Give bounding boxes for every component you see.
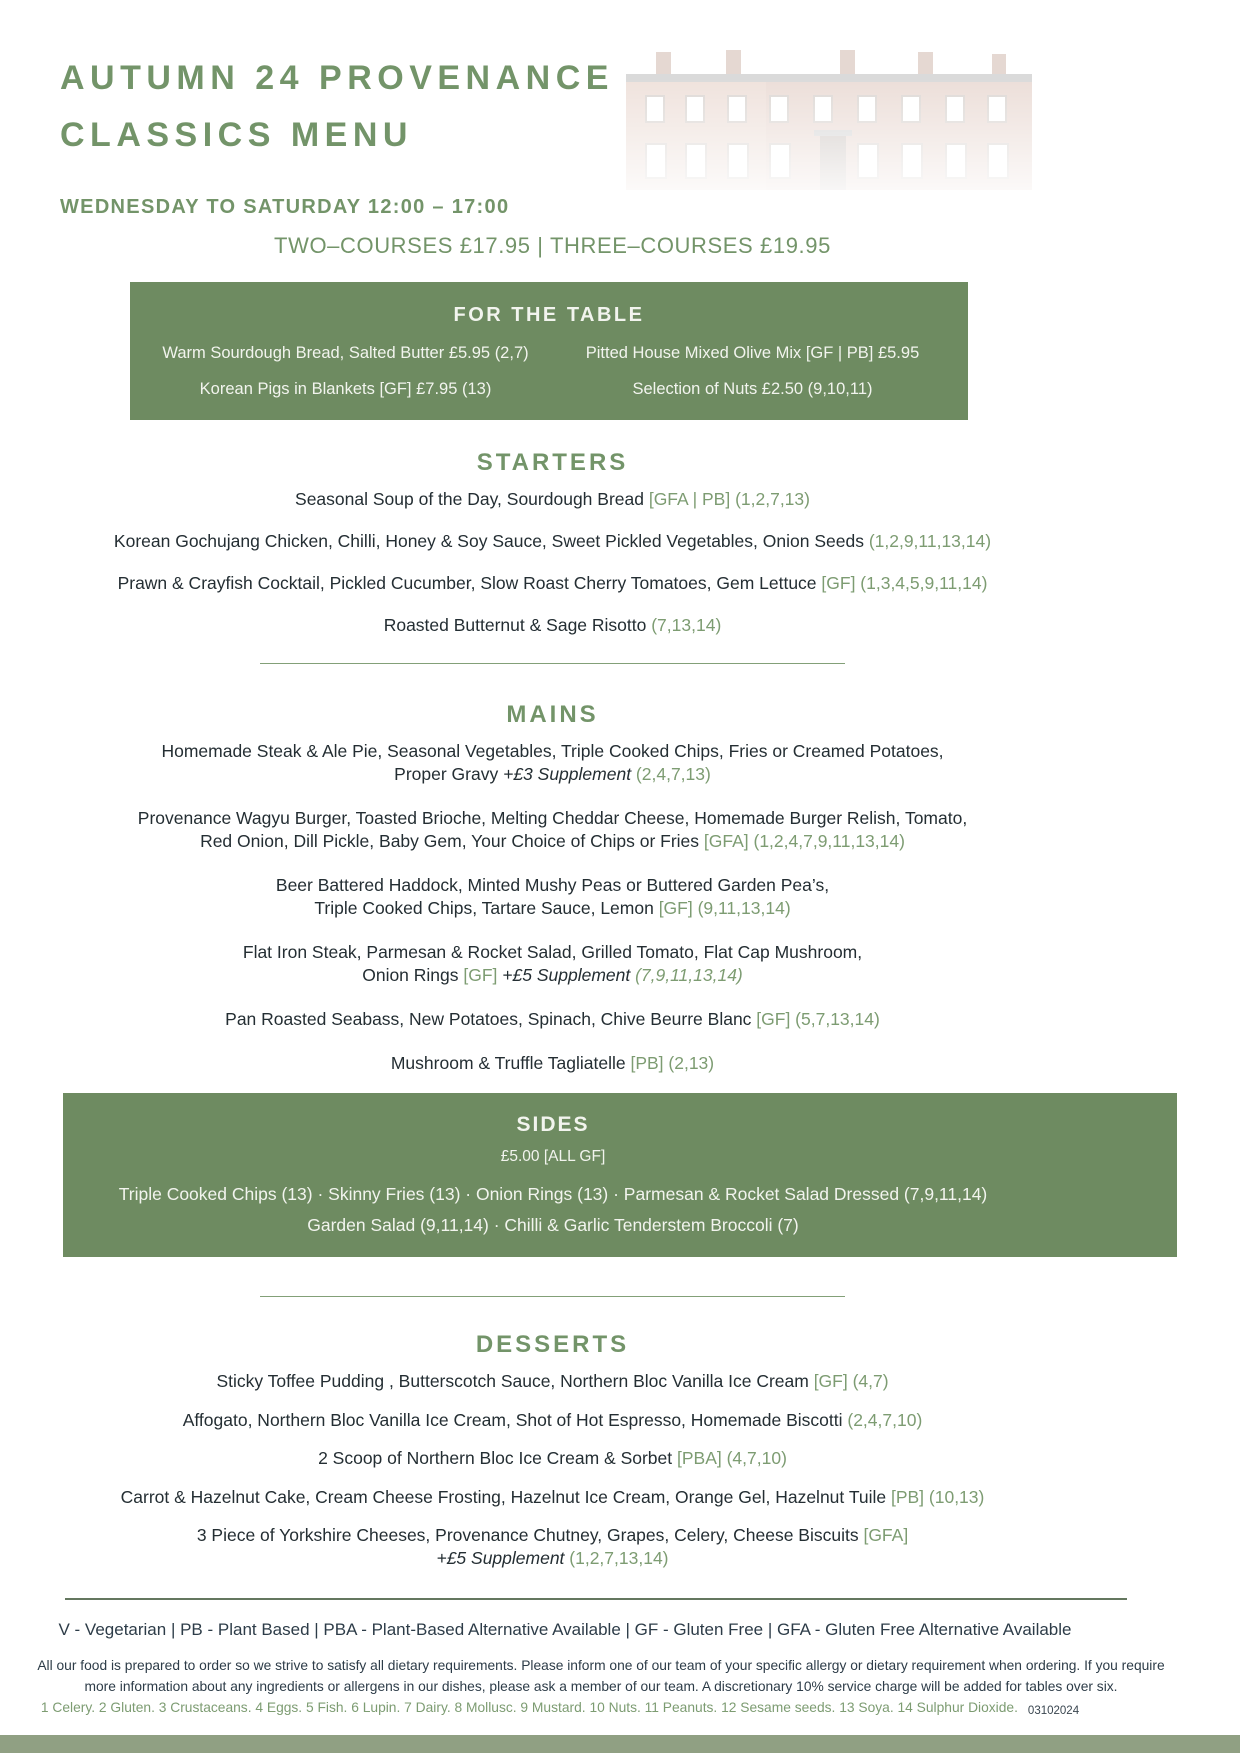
menu-item-line: Pan Roasted Seabass, New Potatoes, Spinach, Chive Beurre Blanc [GF] (5,7,13,14)	[225, 1009, 880, 1029]
menu-item-line: Mushroom & Truffle Tagliatelle [PB] (2,13)	[390, 1053, 715, 1073]
menu-item-line: Provenance Wagyu Burger, Toasted Brioche, Melting Cheddar Cheese, Homemade Burger Relish, Tomato,	[137, 808, 968, 828]
starters-items	[0, 488, 1105, 637]
mains-heading: MAINS	[506, 701, 599, 728]
menu-item-line: Korean Gochujang Chicken, Chilli, Honey & Soy Sauce, Sweet Pickled Vegetables, Onion Seeds (1,2,9,11,13,14)	[113, 531, 992, 551]
menu-item	[0, 1008, 1105, 1031]
menu-item	[0, 614, 1105, 637]
menu-item-line: Onion Rings [GF] +£5 Supplement (7,9,11,13,14)	[362, 965, 743, 985]
sides-price: £5.00 [ALL GF]	[500, 1148, 606, 1165]
menu-item	[0, 1052, 1105, 1075]
menu-item-line: Roasted Butternut & Sage Risotto (7,13,14)	[383, 615, 722, 635]
sides-line: Triple Cooked Chips (13) · Skinny Fries (13) · Onion Rings (13) · Parmesan & Rocket Salad Dressed (7,9,11,14)	[118, 1184, 988, 1204]
menu-item-line: Prawn & Crayfish Cocktail, Pickled Cucumber, Slow Roast Cherry Tomatoes, Gem Lettuce [GF] (1,3,4,5,9,11,14)	[117, 573, 988, 593]
course-pricing: TWO–COURSES £17.95 | THREE–COURSES £19.95	[274, 233, 831, 258]
pub-building-image	[618, 46, 1040, 206]
starters-heading: STARTERS	[476, 449, 629, 476]
desserts-heading: DESSERTS	[475, 1331, 630, 1358]
page-title-line1: AUTUMN 24 PROVENANCE	[60, 59, 614, 97]
page-title-line2: CLASSICS MENU	[60, 116, 413, 154]
for-the-table-heading: FOR THE TABLE	[453, 304, 645, 326]
sides-items	[63, 1179, 1043, 1241]
menu-item-line: Sticky Toffee Pudding , Butterscotch Sauce, Northern Bloc Vanilla Ice Cream [GF] (4,7)	[216, 1371, 889, 1391]
menu-item-line: Homemade Steak & Ale Pie, Seasonal Vegetables, Triple Cooked Chips, Fries or Creamed Potatoes,	[161, 741, 944, 761]
for-the-table-box	[130, 282, 968, 420]
divider-sides-desserts	[260, 1296, 845, 1297]
menu-item	[0, 941, 1105, 987]
table-cell: Selection of Nuts £2.50 (9,10,11)	[632, 380, 873, 398]
menu-item-line: 3 Piece of Yorkshire Cheeses, Provenance Chutney, Grapes, Celery, Cheese Biscuits [GFA]	[196, 1525, 909, 1545]
menu-item	[0, 740, 1105, 786]
allergy-notice: All our food is prepared to order so we strive to satisfy all dietary requirements. Please inform one of our team of your specific allergy or dietary requirement when ordering. If you require more information about any ingredients or allergens in our dishes, please ask a member of our team. A discretionary 10% service charge will be added for tables over six.	[37, 1658, 1165, 1694]
table-cell: Korean Pigs in Blankets [GF] £7.95 (13)	[199, 380, 492, 398]
menu-item	[0, 488, 1105, 511]
menu-item-line: Affogato, Northern Bloc Vanilla Ice Cream, Shot of Hot Espresso, Homemade Biscotti (2,4,7,10)	[182, 1409, 923, 1430]
menu-item	[0, 807, 1105, 853]
menu-item	[0, 1486, 1105, 1509]
section-desserts	[0, 1330, 1105, 1585]
menu-item-line: Red Onion, Dill Pickle, Baby Gem, Your Choice of Chips or Fries [GFA] (1,2,4,7,9,11,13,14)	[200, 831, 905, 851]
sides-heading: SIDES	[516, 1113, 590, 1136]
table-cell: Pitted House Mixed Olive Mix [GF | PB] £5.95	[585, 344, 920, 362]
sides-box	[63, 1093, 1177, 1257]
desserts-items	[0, 1370, 1105, 1569]
photo-fade-overlay	[618, 46, 1040, 206]
menu-item-line: Seasonal Soup of the Day, Sourdough Bread [GFA | PB] (1,2,7,13)	[295, 489, 810, 509]
menu-item-line: Beer Battered Haddock, Minted Mushy Peas or Buttered Garden Pea’s,	[275, 875, 830, 895]
menu-item-line: Proper Gravy +£3 Supplement (2,4,7,13)	[394, 764, 711, 784]
menu-item	[0, 572, 1105, 595]
allergen-key	[0, 1700, 1120, 1717]
menu-item-line: Flat Iron Steak, Parmesan & Rocket Salad, Grilled Tomato, Flat Cap Mushroom,	[242, 942, 863, 962]
page-title	[60, 50, 614, 164]
allergen-key-text: 1 Celery. 2 Gluten. 3 Crustaceans. 4 Eggs. 5 Fish. 6 Lupin. 7 Dairy. 8 Mollusc. 9 Mustard. 10 Nuts. 11 Peanuts. 12 Sesame seeds. 13 Soya. 14 Sulphur Dioxide.	[40, 1700, 1018, 1715]
section-mains	[0, 700, 1105, 1096]
menu-item	[0, 1370, 1105, 1393]
menu-item-line: 2 Scoop of Northern Bloc Ice Cream & Sorbet [PBA] (4,7,10)	[318, 1448, 787, 1468]
for-the-table-items	[130, 344, 968, 399]
sides-line: Garden Salad (9,11,14) · Chilli & Garlic Tenderstem Broccoli (7)	[307, 1215, 799, 1235]
menu-item-line: Triple Cooked Chips, Tartare Sauce, Lemon [GF] (9,11,13,14)	[314, 898, 791, 918]
divider-starters-mains	[260, 663, 845, 664]
mains-items	[0, 740, 1105, 1075]
menu-item-line: Carrot & Hazelnut Cake, Cream Cheese Frosting, Hazelnut Ice Cream, Orange Gel, Hazelnut Tuile [PB] (10,13)	[120, 1486, 985, 1507]
bottom-border-band	[0, 1735, 1240, 1753]
menu-item	[0, 874, 1105, 920]
footer-divider	[65, 1598, 1127, 1600]
section-starters	[0, 448, 1105, 656]
date-code: 03102024	[1027, 1705, 1080, 1717]
dietary-legend: V - Vegetarian | PB - Plant Based | PBA - Plant-Based Alternative Available | GF - Gluten Free | GFA - Gluten Free Alternative Available	[58, 1620, 1072, 1639]
menu-item-line: +£5 Supplement (1,2,7,13,14)	[436, 1547, 669, 1568]
menu-item	[0, 1524, 1105, 1569]
menu-item	[0, 530, 1105, 553]
table-cell: Warm Sourdough Bread, Salted Butter £5.95 (2,7)	[162, 344, 529, 362]
opening-hours: WEDNESDAY TO SATURDAY 12:00 – 17:00	[60, 196, 510, 218]
menu-item	[0, 1447, 1105, 1470]
menu-item	[0, 1409, 1105, 1432]
